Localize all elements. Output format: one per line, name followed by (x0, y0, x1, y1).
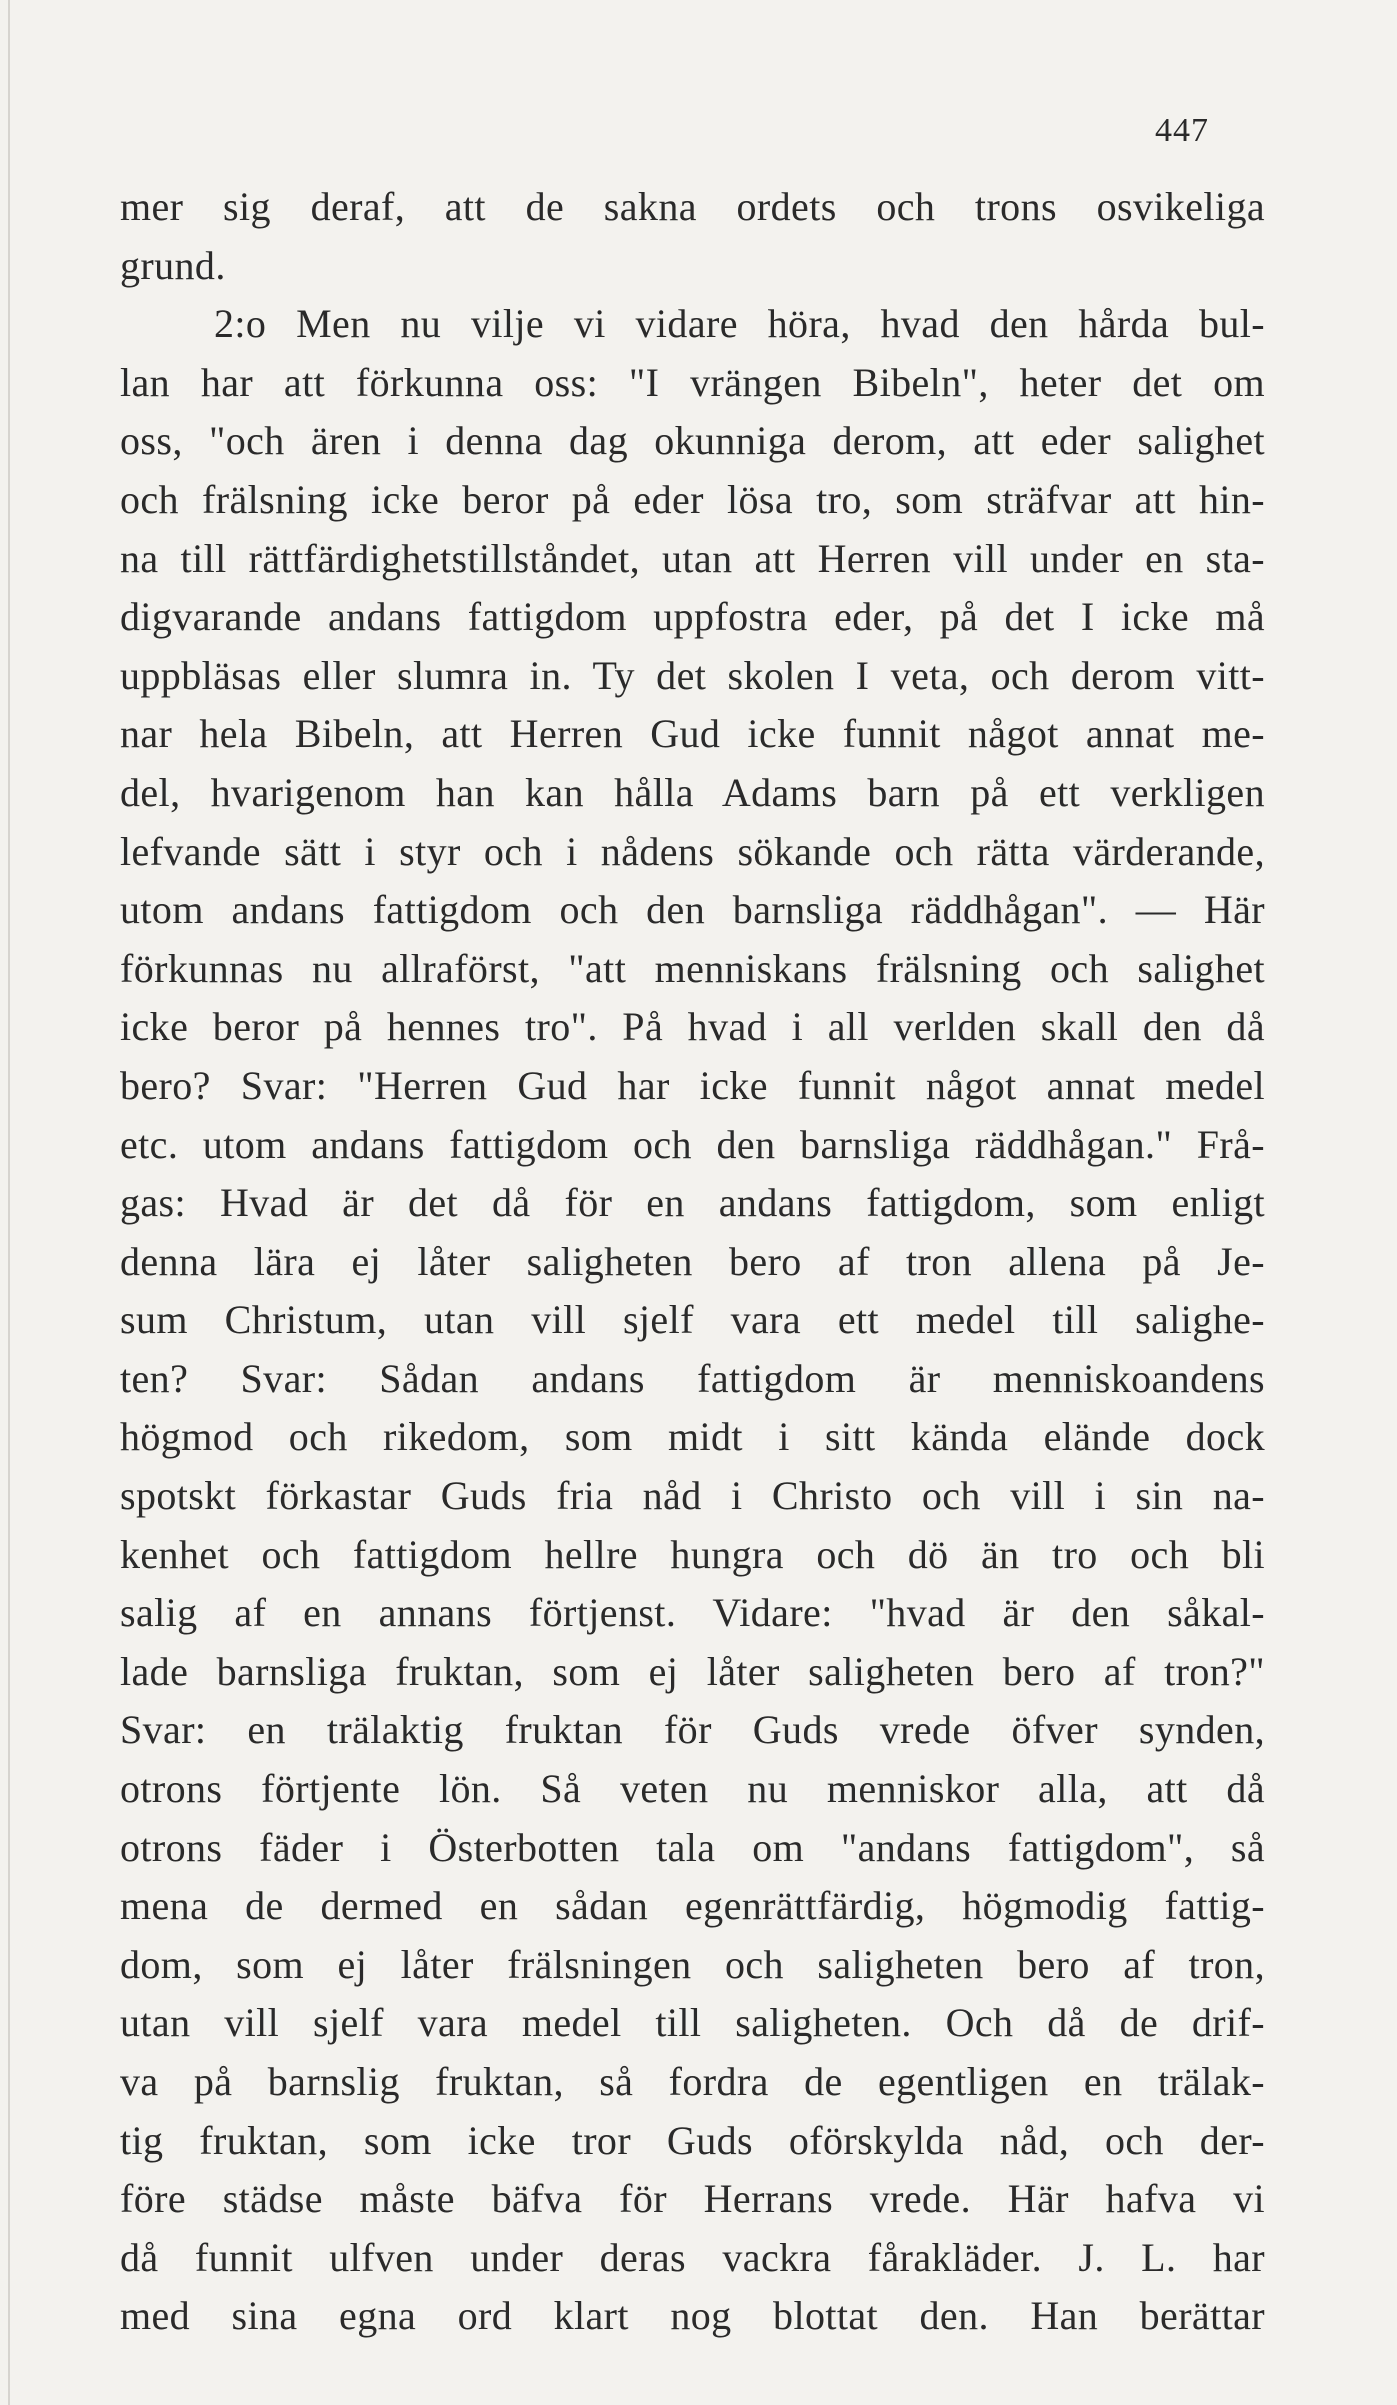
text-line: dom, som ej låter frälsningen och saligheten bero af tron, (120, 1941, 1265, 1987)
text-line: tig fruktan, som icke tror Guds oförskylda nåd, och der- (120, 2117, 1265, 2163)
text-line: grund. (120, 242, 226, 288)
text-line: otrons fäder i Österbotten tala om "andans fattigdom", så (120, 1824, 1265, 1870)
text-line: spotskt förkastar Guds fria nåd i Christo och vill i sin na- (120, 1473, 1265, 1519)
text-line: mena de dermed en sådan egenrättfärdig, högmodig fattig- (120, 1883, 1265, 1929)
text-line: lade barnsliga fruktan, som ej låter saligheten bero af tron?" (120, 1648, 1265, 1694)
text-line: med sina egna ord klart nog blottat den. Han berättar (120, 2293, 1265, 2339)
text-line: 2:o Men nu vilje vi vidare höra, hvad den hårda bul- (214, 301, 1265, 347)
text-line: lan har att förkunna oss: "I vrängen Bibeln", heter det om (120, 359, 1265, 405)
text-line: utan vill sjelf vara medel till saligheten. Och då de drif- (120, 2000, 1265, 2046)
text-line: lefvande sätt i styr och i nådens sökande och rätta värderande, (120, 828, 1265, 874)
text-line: före städse måste bäfva för Herrans vrede. Här hafva vi (120, 2176, 1265, 2222)
text-line: bero? Svar: "Herren Gud har icke funnit något annat medel (120, 1062, 1265, 1108)
text-line: del, hvarigenom han kan hålla Adams barn på ett verkligen (120, 769, 1265, 815)
text-line: ten? Svar: Sådan andans fattigdom är menniskoandens (120, 1355, 1265, 1401)
text-line: förkunnas nu allraförst, "att menniskans frälsning och salighet (120, 945, 1265, 991)
text-line: otrons förtjente lön. Så veten nu menniskor alla, att då (120, 1766, 1265, 1812)
text-line: och frälsning icke beror på eder lösa tro, som sträfvar att hin- (120, 476, 1265, 522)
body-text (120, 178, 1265, 2346)
text-line: sum Christum, utan vill sjelf vara ett medel till salighe- (120, 1297, 1265, 1343)
text-line: denna lära ej låter saligheten bero af tron allena på Je- (120, 1238, 1265, 1284)
page-number: 447 (1155, 112, 1209, 149)
page-edge-rule (8, 0, 10, 2405)
text-line: na till rättfärdighetstillståndet, utan att Herren vill under en sta- (120, 535, 1265, 581)
text-line: nar hela Bibeln, att Herren Gud icke funnit något annat me- (120, 711, 1265, 757)
text-line: va på barnslig fruktan, så fordra de egentligen en trälak- (120, 2059, 1265, 2104)
text-line: då funnit ulfven under deras vackra fårakläder. J. L. har (120, 2234, 1265, 2280)
text-line: högmod och rikedom, som midt i sitt kända elände dock (120, 1414, 1265, 1460)
text-line: mer sig deraf, att de sakna ordets och trons osvikeliga (120, 184, 1265, 229)
text-line: gas: Hvad är det då för en andans fattigdom, som enligt (120, 1180, 1265, 1226)
text-line: Svar: en trälaktig fruktan för Guds vrede öfver synden, (120, 1707, 1265, 1753)
text-line: kenhet och fattigdom hellre hungra och dö än tro och bli (120, 1531, 1265, 1577)
text-line: uppbläsas eller slumra in. Ty det skolen I veta, och derom vitt- (120, 652, 1265, 698)
text-line: icke beror på hennes tro". På hvad i all verlden skall den då (120, 1004, 1265, 1050)
text-line: utom andans fattigdom och den barnsliga räddhågan". — Här (120, 887, 1265, 933)
text-line: oss, "och ären i denna dag okunniga derom, att eder salighet (120, 418, 1265, 464)
text-line: digvarande andans fattigdom uppfostra eder, på det I icke må (120, 594, 1265, 640)
text-line: salig af en annans förtjenst. Vidare: "hvad är den såkal- (120, 1590, 1265, 1636)
text-line: etc. utom andans fattigdom och den barnsliga räddhågan." Frå- (120, 1121, 1265, 1167)
